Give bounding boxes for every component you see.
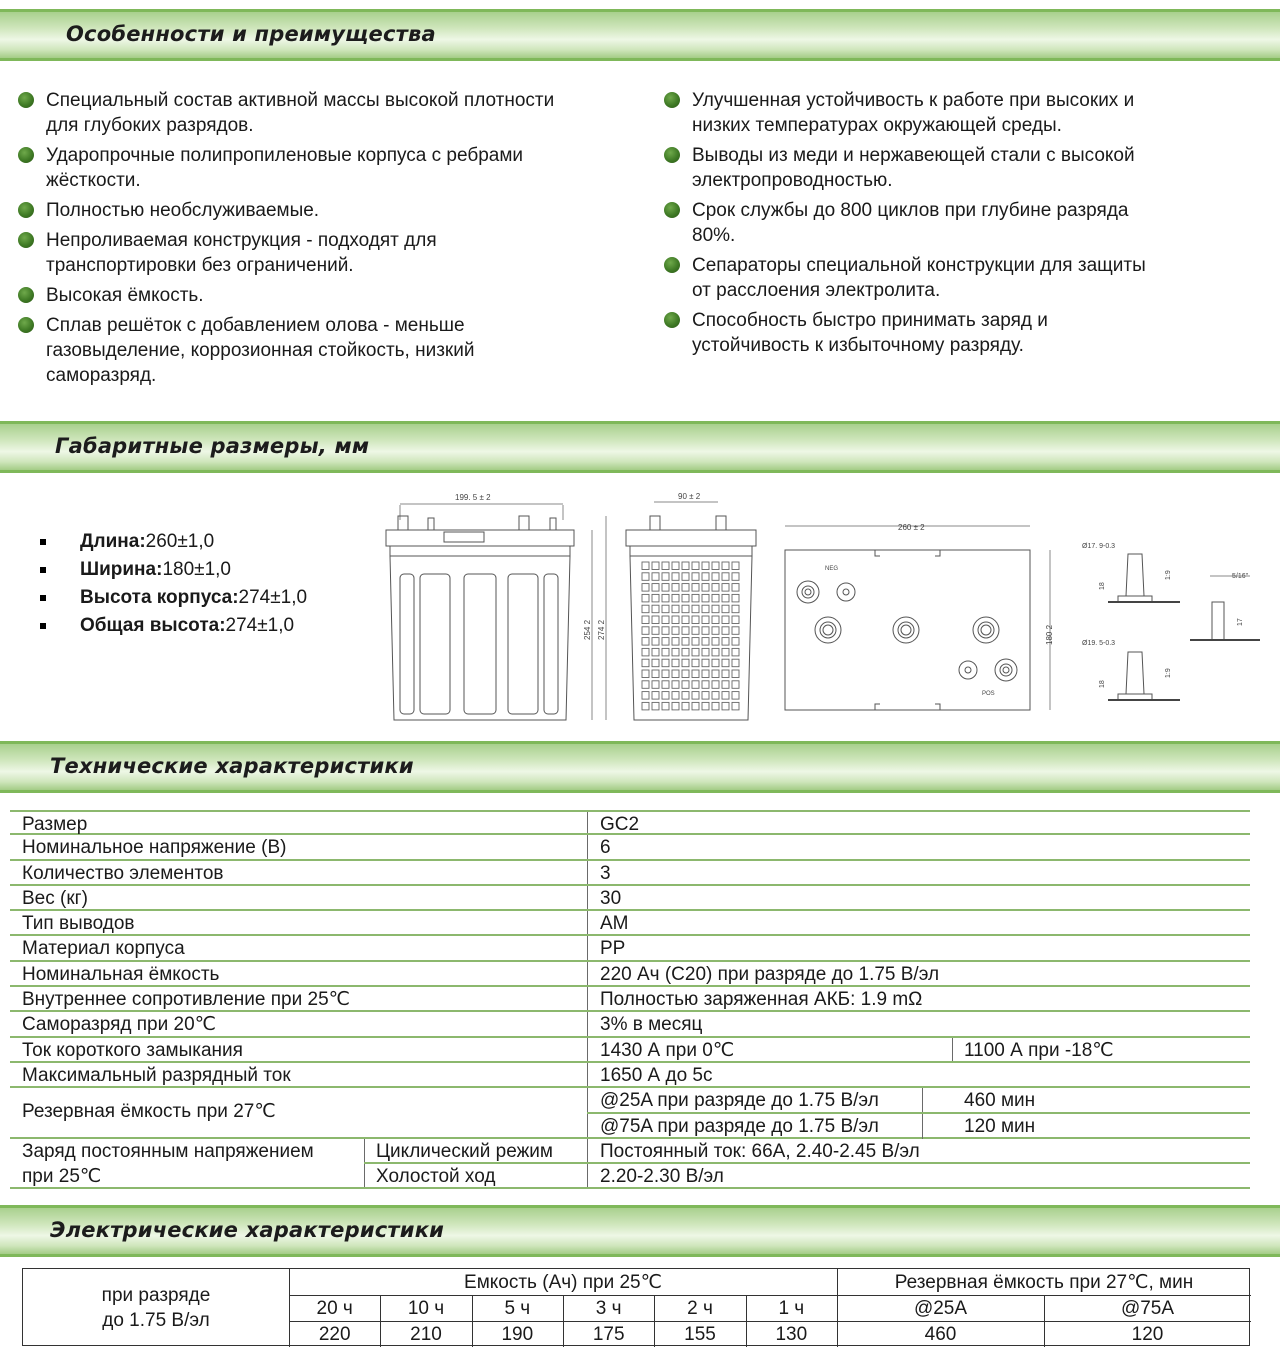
spec-row — [10, 1063, 1250, 1088]
bullet-icon — [18, 202, 34, 218]
spec-label: Номинальное напряжение (В) — [22, 837, 287, 859]
bullet-icon — [18, 287, 34, 303]
tech-specs-table — [10, 810, 1250, 1189]
spec-value-secondary: 1100 А при -18℃ — [964, 1039, 1114, 1061]
feature-text: газовыделение, коррозионная стойкость, низкий — [46, 340, 475, 361]
spec-row — [10, 861, 1250, 886]
terminal-details — [1082, 543, 1260, 700]
feature-text: Выводы из меди и нержавеющей стали с высокой — [692, 145, 1135, 166]
spec-value: Постоянный ток: 66А, 2.40-2.45 В/эл — [600, 1140, 920, 1162]
feature-text: 80%. — [692, 225, 736, 246]
pos-label: POS — [982, 691, 995, 697]
spec-value: PP — [600, 938, 626, 960]
feature-item — [664, 198, 1264, 248]
feature-text: Ударопрочные полипропиленовые корпуса с ребрами — [46, 145, 524, 166]
feature-text: от расслоения электролита. — [692, 280, 941, 301]
height-total-label: 274 2 — [597, 619, 606, 640]
capacity-col-header: 3 ч — [595, 1298, 622, 1319]
spec-row — [10, 1012, 1250, 1037]
reserve-header: Резервная ёмкость при 27℃, мин — [894, 1272, 1194, 1293]
feature-text: Способность быстро принимать заряд и — [692, 310, 1048, 331]
spec-value: 1430 А при 0℃ — [600, 1039, 735, 1061]
reserve-col-header: @25A — [913, 1298, 968, 1319]
spec-value-secondary: 120 мин — [964, 1115, 1036, 1137]
spec-label: Заряд постоянным напряжением — [22, 1140, 314, 1162]
bolt-label: 5/16" — [1232, 573, 1249, 580]
dimension-item: Общая высота:274±1,0 — [40, 612, 307, 640]
spec-label: Размер — [22, 814, 88, 835]
bolt-height-label: 17 — [1237, 618, 1244, 626]
feature-text: Улучшенная устойчивость к работе при высоких и — [692, 90, 1135, 111]
bullet-icon — [18, 147, 34, 163]
feature-text: транспортировки без ограничений. — [46, 255, 354, 276]
battery-technical-drawing — [380, 490, 1280, 730]
feature-text: Срок службы до 800 циклов при глубине разряда — [692, 200, 1129, 221]
spec-value: Полностью заряженная АКБ: 1.9 mΩ — [600, 989, 923, 1011]
reserve-capacity-block — [10, 1088, 1250, 1139]
section-header-tech — [0, 741, 1280, 793]
spec-value: 2.20-2.30 В/эл — [600, 1166, 724, 1188]
capacity-col-header: 2 ч — [687, 1298, 713, 1319]
reserve-row — [587, 1088, 1250, 1113]
diameter-label: Ø19. 5-0.3 — [1082, 640, 1116, 647]
feature-item — [18, 283, 618, 308]
reserve-value: 460 — [924, 1324, 957, 1345]
spec-label: Резервная ёмкость при 27℃ — [22, 1101, 276, 1123]
feature-text: Сепараторы специальной конструкции для защиты — [692, 255, 1146, 276]
spec-row — [10, 911, 1250, 936]
diameter-label: Ø17. 9-0.3 — [1082, 543, 1116, 550]
spec-row — [10, 810, 1250, 835]
top-width-label: 180 2 — [1045, 624, 1054, 645]
bullet-icon — [664, 92, 680, 108]
feature-text: электропроводностью. — [692, 170, 893, 191]
bullet-icon — [664, 312, 680, 328]
capacity-value: 130 — [775, 1324, 808, 1345]
reserve-row — [587, 1114, 1250, 1139]
spec-label: Внутреннее сопротивление при 25℃ — [22, 989, 350, 1011]
section-header-electrical — [0, 1205, 1280, 1257]
feature-text: устойчивость к избыточному разряду. — [692, 335, 1024, 356]
side-view — [626, 492, 756, 720]
row-label-line: до 1.75 В/эл — [102, 1310, 210, 1331]
spec-value: @25A при разряде до 1.75 В/эл — [600, 1090, 879, 1112]
feature-item — [664, 308, 1264, 358]
spec-label: Количество элементов — [22, 862, 224, 884]
charge-row — [364, 1164, 1250, 1189]
row-label-line: при разряде — [101, 1285, 211, 1306]
spec-row — [10, 962, 1250, 987]
spec-value: @75A при разряде до 1.75 В/эл — [600, 1115, 879, 1137]
feature-text: жёсткости. — [46, 170, 141, 191]
bullet-icon — [18, 232, 34, 248]
feature-item — [18, 198, 618, 223]
taper-label: 1:9 — [1165, 668, 1172, 678]
spec-value: 220 Ач (С20) при разряде до 1.75 В/эл — [600, 963, 940, 985]
spec-value: AM — [600, 913, 629, 935]
spec-value: 3 — [600, 862, 611, 884]
dimension-item: Высота корпуса:274±1,0 — [40, 584, 307, 612]
capacity-value: 220 — [318, 1324, 351, 1345]
bullet-icon — [664, 202, 680, 218]
spec-label: Номинальная ёмкость — [22, 963, 220, 985]
spec-value: 1650 А до 5с — [600, 1064, 713, 1086]
spec-value: 3% в месяц — [600, 1014, 703, 1036]
bullet-icon — [18, 317, 34, 333]
capacity-value: 210 — [410, 1324, 442, 1345]
dimensions-list — [40, 528, 307, 640]
feature-text: Сплав решёток с добавлением олова - меньше — [46, 315, 465, 336]
charge-row — [364, 1139, 1250, 1164]
section-header-features — [0, 9, 1280, 61]
spec-label: Материал корпуса — [22, 938, 185, 960]
feature-item — [664, 253, 1264, 303]
electrical-table — [22, 1268, 1250, 1346]
capacity-header: Емкость (Ач) при 25℃ — [464, 1272, 662, 1293]
feature-item — [18, 228, 618, 278]
dimension-item: Длина:260±1,0 — [40, 528, 307, 556]
spec-label: Саморазряд при 20℃ — [22, 1014, 216, 1036]
section-title: Электрические характеристики — [50, 1218, 445, 1242]
feature-item — [18, 143, 618, 193]
front-width-label: 199. 5 ± 2 — [455, 493, 491, 502]
capacity-col-header: 10 ч — [407, 1298, 445, 1319]
spec-row — [10, 987, 1250, 1012]
spec-label: Тип выводов — [22, 913, 135, 935]
spec-row — [10, 886, 1250, 911]
feature-text: Высокая ёмкость. — [46, 285, 204, 306]
bullet-icon — [664, 147, 680, 163]
charge-mode: Циклический режим — [376, 1140, 553, 1162]
capacity-value: 155 — [684, 1324, 716, 1345]
spec-value: 30 — [600, 887, 622, 909]
features-left-list — [18, 88, 618, 393]
bullet-icon — [664, 257, 680, 273]
section-title: Особенности и преимущества — [66, 22, 436, 46]
reserve-col-header: @75A — [1120, 1298, 1175, 1319]
height-label: 18 — [1099, 582, 1106, 590]
spec-value: 6 — [600, 837, 611, 859]
neg-label: NEG — [825, 566, 839, 572]
spec-label: Вес (кг) — [22, 887, 88, 909]
row-label — [23, 1283, 289, 1333]
feature-item — [664, 88, 1264, 138]
capacity-value: 190 — [501, 1324, 534, 1345]
feature-text: низких температурах окружающей среды. — [692, 115, 1062, 136]
dimension-item: Ширина:180±1,0 — [40, 556, 307, 584]
spec-value-secondary: 460 мин — [964, 1090, 1036, 1112]
capacity-value: 175 — [592, 1324, 625, 1345]
spec-row — [10, 936, 1250, 961]
feature-item — [18, 88, 618, 138]
feature-text: Непроливаемая конструкция - подходят для — [46, 230, 437, 251]
section-title: Технические характеристики — [50, 754, 414, 778]
reserve-value: 120 — [1131, 1324, 1164, 1345]
taper-label: 1:9 — [1165, 570, 1172, 580]
spec-row — [10, 1038, 1250, 1063]
features-right-list — [664, 88, 1264, 363]
section-title: Габаритные размеры, мм — [55, 434, 370, 458]
spec-label: Ток короткого замыкания — [22, 1039, 243, 1061]
top-length-label: 260 ± 2 — [898, 523, 925, 532]
capacity-col-header: 20 ч — [316, 1298, 353, 1319]
top-view — [785, 523, 1054, 710]
section-header-dimensions — [0, 421, 1280, 473]
spec-value: GC2 — [600, 814, 640, 835]
charge-block — [10, 1139, 1250, 1190]
feature-item — [664, 143, 1264, 193]
height-label: 18 — [1099, 680, 1106, 688]
feature-text: Специальный состав активной массы высокой плотности — [46, 90, 555, 111]
spec-label: при 25℃ — [22, 1165, 102, 1187]
side-width-label: 90 ± 2 — [678, 492, 701, 501]
feature-text: Полностью необслуживаемые. — [46, 200, 320, 221]
height-case-label: 254 2 — [583, 619, 592, 640]
front-view — [386, 493, 606, 720]
feature-item — [18, 313, 618, 388]
spec-label: Максимальный разрядный ток — [22, 1064, 291, 1086]
capacity-col-header: 1 ч — [778, 1298, 805, 1319]
capacity-col-header: 5 ч — [504, 1298, 531, 1319]
charge-mode: Холостой ход — [376, 1166, 496, 1188]
feature-text: для глубоких разрядов. — [46, 115, 254, 136]
bullet-icon — [18, 92, 34, 108]
spec-row — [10, 835, 1250, 860]
feature-text: саморазряд. — [46, 365, 157, 386]
